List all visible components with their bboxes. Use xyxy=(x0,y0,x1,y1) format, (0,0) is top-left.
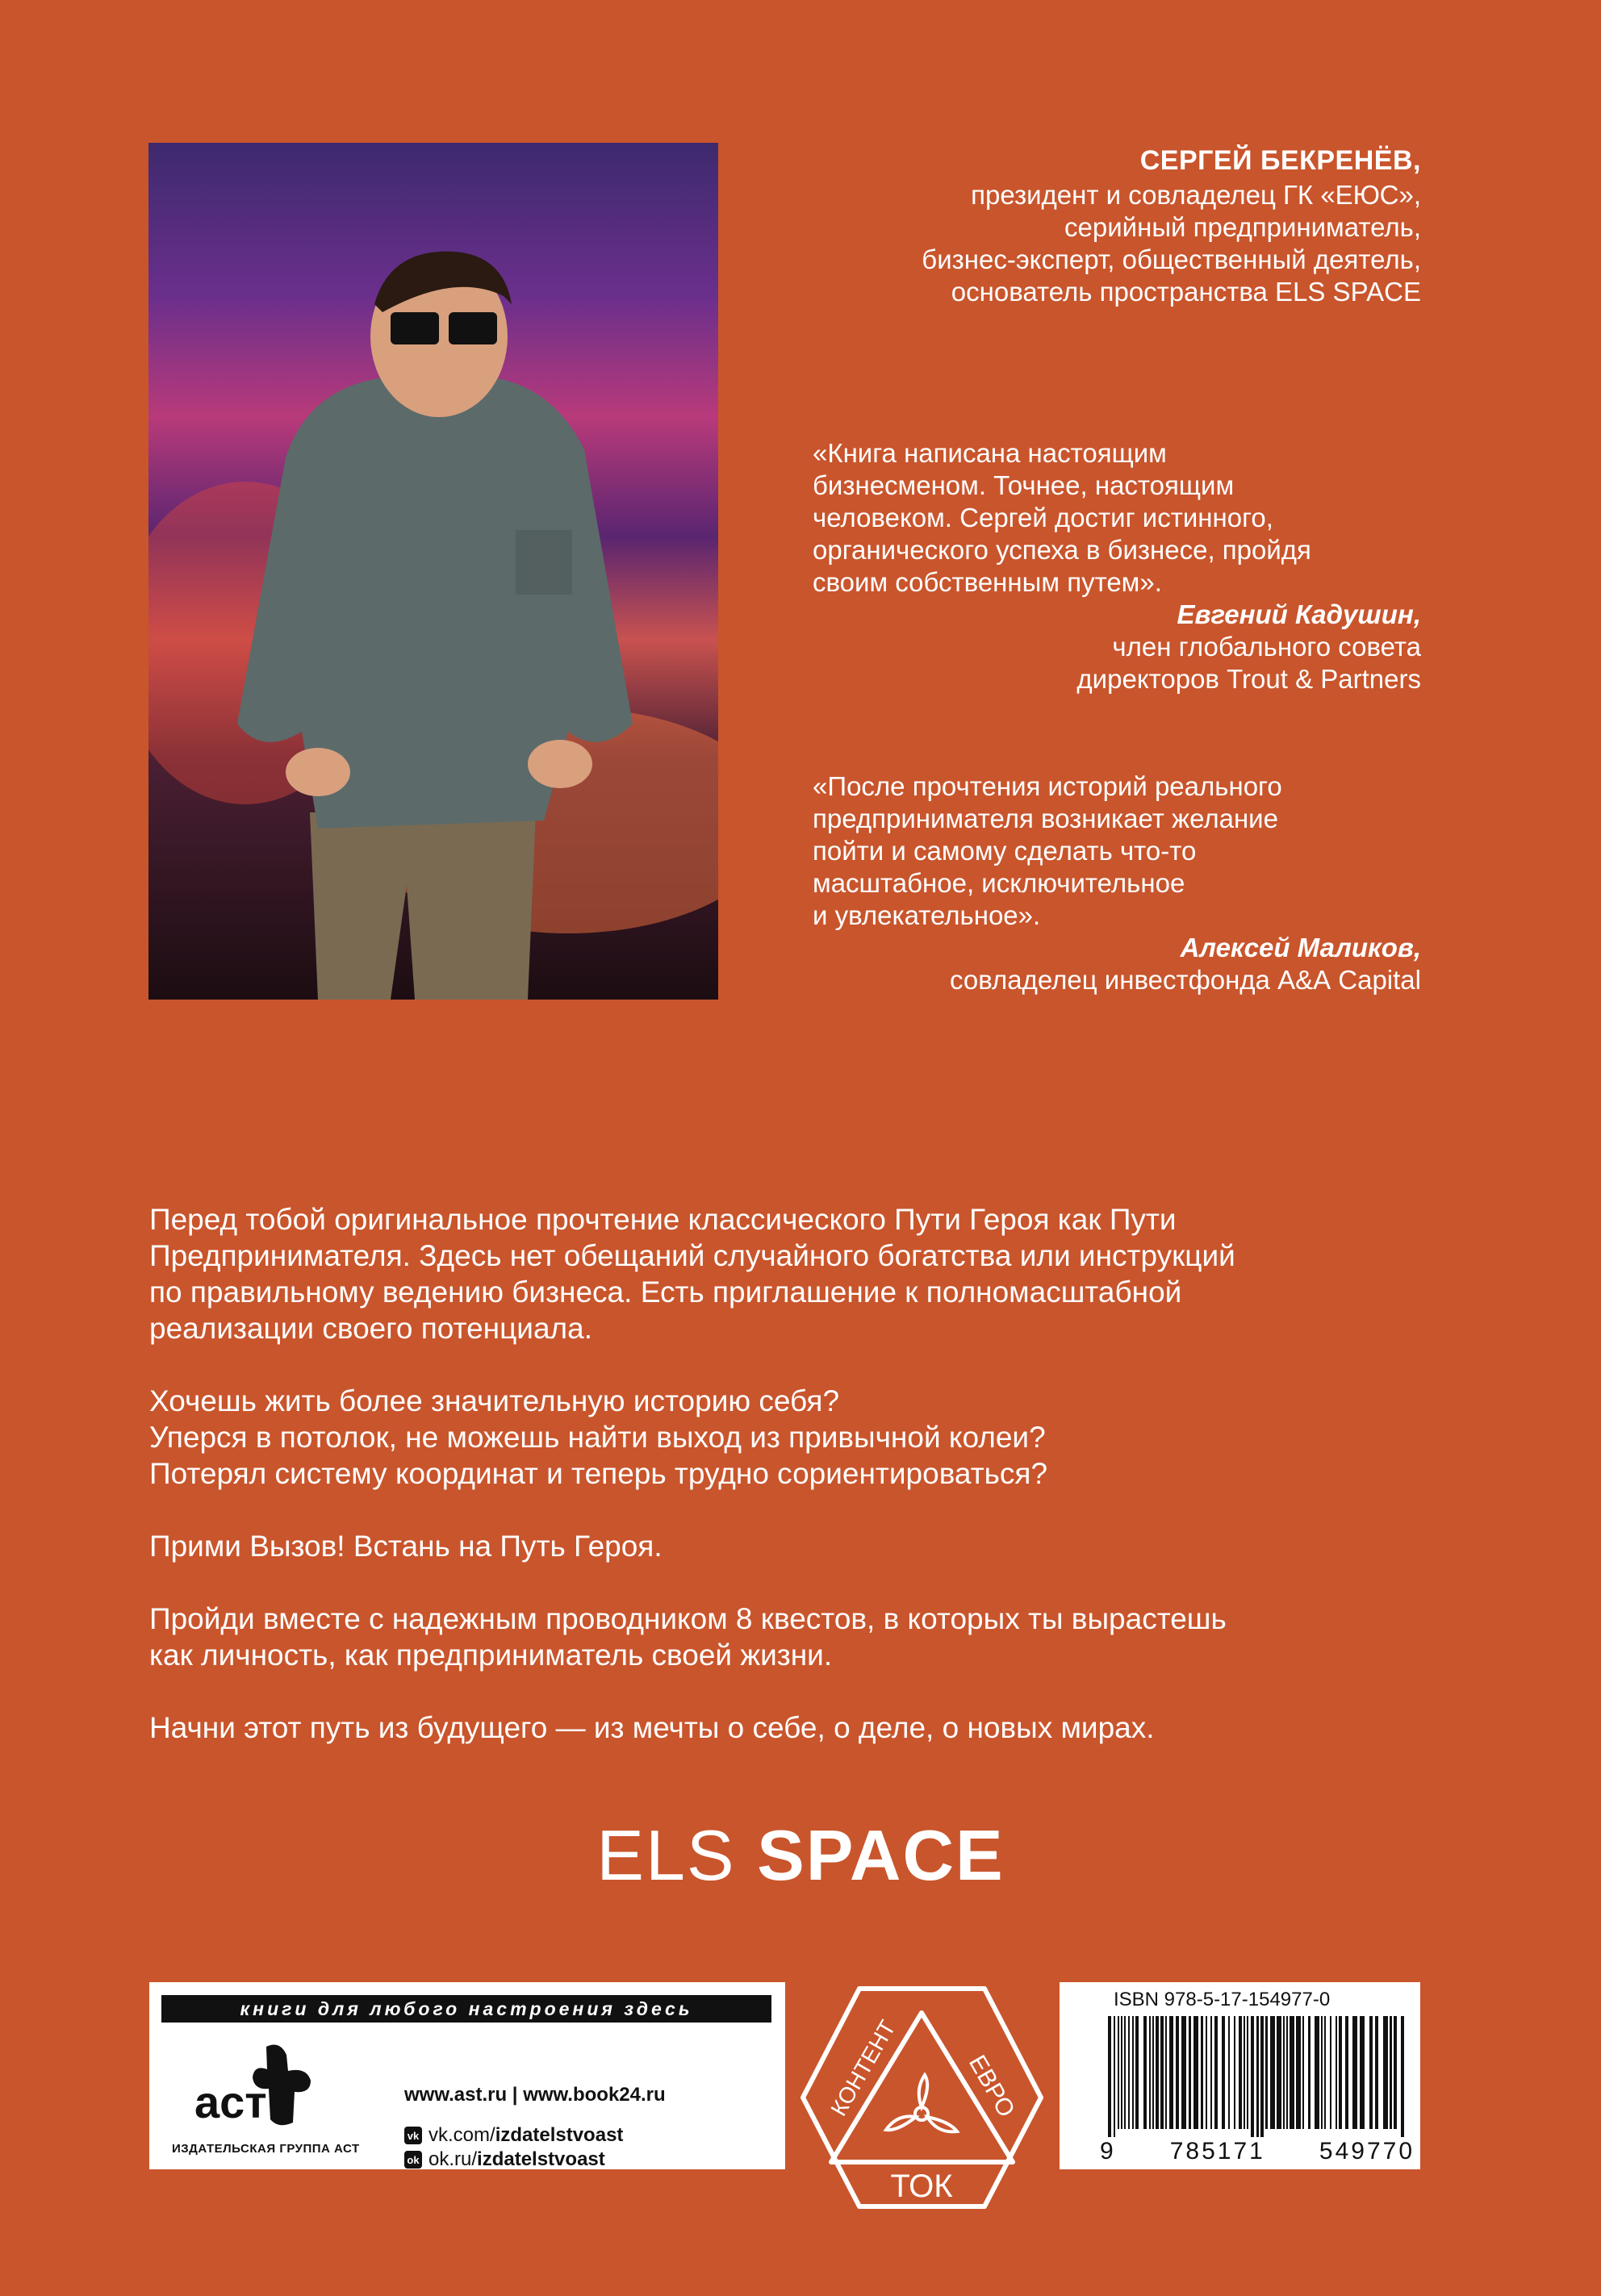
barcode-bar xyxy=(1244,2016,1245,2129)
barcode-bar xyxy=(1189,2016,1191,2129)
barcode-bar xyxy=(1283,2016,1285,2129)
author-name: СЕРГЕЙ БЕКРЕНЁВ, xyxy=(1139,145,1421,176)
emblem-left-text: КОНТЕНТ xyxy=(826,2015,901,2120)
barcode-bar xyxy=(1256,2016,1259,2137)
barcode-bar xyxy=(1401,2016,1404,2137)
author-description-line: президент и совладелец ГК «ЕЮС», xyxy=(971,180,1421,210)
barcode-bar xyxy=(1132,2016,1134,2129)
quote-line: предпринимателя возникает желание xyxy=(813,804,1278,833)
barcode-bar xyxy=(1156,2016,1159,2129)
barcode-bar xyxy=(1124,2016,1126,2129)
barcode-bar xyxy=(1169,2016,1173,2129)
quote-line: «Книга написана настоящим xyxy=(813,438,1167,468)
barcode-bar xyxy=(1302,2016,1304,2129)
isbn-digit-group: 9 xyxy=(1100,2138,1116,2165)
barcode-bar xyxy=(1135,2016,1139,2129)
barcode-bar xyxy=(1160,2016,1164,2129)
barcode-bar xyxy=(1143,2016,1147,2129)
vk-icon: vk xyxy=(404,2127,422,2144)
barcode-bar xyxy=(1321,2016,1323,2129)
quote-line: «После прочтения историй реального xyxy=(813,771,1282,801)
barcode-bar xyxy=(1290,2016,1294,2129)
description-line: Уперся в потолок, не можешь найти выход из привычной колеи? xyxy=(149,1421,1046,1454)
quote-line: пойти и самому сделать что-то xyxy=(813,836,1197,866)
barcode-bar xyxy=(1324,2016,1326,2129)
barcode-bar xyxy=(1165,2016,1167,2129)
author-description-line: бизнес-эксперт, общественный деятель, xyxy=(922,244,1421,274)
barcode-bar xyxy=(1206,2016,1207,2129)
publisher-tagline: книги для любого настроения здесь xyxy=(161,1995,771,2023)
barcode-bar xyxy=(1315,2016,1319,2129)
author-description-line: серийный предприниматель, xyxy=(1064,212,1421,242)
quote-line: бизнесменом. Точнее, настоящим xyxy=(813,470,1235,500)
quote-line: своим собственным путем». xyxy=(813,567,1162,597)
barcode-bar xyxy=(1118,2016,1119,2129)
description-line: Перед тобой оригинальное прочтение классического Пути Героя как Пути xyxy=(149,1203,1177,1236)
barcode-bar xyxy=(1336,2016,1337,2129)
barcode-bar xyxy=(1390,2016,1392,2129)
barcode-bar xyxy=(1251,2016,1254,2137)
barcode-bar xyxy=(1330,2016,1331,2129)
description-line: реализации своего потенциала. xyxy=(149,1312,593,1345)
quote-line: человеком. Сергей достиг истинного, xyxy=(813,503,1273,532)
barcode-bar xyxy=(1352,2016,1357,2129)
quote-author-role: член глобального совета xyxy=(1112,632,1421,662)
barcode-bar xyxy=(1296,2016,1301,2129)
barcode-bar xyxy=(1176,2016,1179,2129)
barcode-bar xyxy=(1345,2016,1348,2129)
barcode-bar xyxy=(1193,2016,1198,2129)
barcode-bar xyxy=(1360,2016,1365,2129)
barcode-bar xyxy=(1228,2016,1230,2129)
description-line: Прими Вызов! Встань на Путь Героя. xyxy=(149,1530,663,1563)
ast-logo-icon xyxy=(190,2039,327,2131)
barcode-bar xyxy=(1201,2016,1203,2129)
barcode-bar xyxy=(1214,2016,1218,2129)
barcode-bar xyxy=(1265,2016,1268,2129)
book-description xyxy=(149,1165,1457,1782)
vk-prefix: vk.com/ xyxy=(428,2124,495,2146)
barcode-bar xyxy=(1383,2016,1388,2129)
eurocontent-emblem xyxy=(795,1981,1049,2215)
testimonial-2 xyxy=(813,770,1421,996)
quote-author: Алексей Маликов, xyxy=(1180,933,1421,962)
barcode-bar xyxy=(1121,2016,1122,2129)
els-space-logo xyxy=(0,1815,1601,1896)
isbn-box xyxy=(1060,1982,1420,2169)
quote-author-role: совладелец инвестфонда А&А Capital xyxy=(949,965,1421,995)
emblem-bottom-text: ТОК xyxy=(890,2169,953,2204)
barcode-bar xyxy=(1339,2016,1342,2129)
description-line: Хочешь жить более значительную историю себя? xyxy=(149,1384,840,1417)
brand-light: ELS xyxy=(596,1815,758,1895)
barcode-bar xyxy=(1128,2016,1130,2129)
barcode-bar xyxy=(1210,2016,1212,2129)
barcode-bar xyxy=(1152,2016,1154,2129)
publisher-name: ИЗДАТЕЛЬСКАЯ ГРУППА АСТ xyxy=(172,2142,360,2156)
barcode-bar xyxy=(1222,2016,1225,2129)
ok-link[interactable] xyxy=(404,2148,605,2171)
ok-prefix: ok.ru/ xyxy=(428,2148,478,2170)
barcode-bar xyxy=(1260,2016,1264,2137)
barcode-bar xyxy=(1149,2016,1151,2129)
quote-line: масштабное, исключительное xyxy=(813,868,1185,898)
description-line: Начни этот путь из будущего — из мечты о себе, о деле, о новых мирах. xyxy=(149,1711,1155,1744)
quote-author: Евгений Кадушин, xyxy=(1177,599,1421,629)
barcode xyxy=(1108,2016,1405,2137)
ok-icon: ok xyxy=(404,2151,422,2169)
author-description xyxy=(922,179,1421,308)
description-line: Пройди вместе с надежным проводником 8 квестов, в которых ты вырастешь xyxy=(149,1602,1227,1635)
brand-bold: SPACE xyxy=(757,1815,1005,1895)
isbn-label: ISBN 978-5-17-154977-0 xyxy=(1114,1989,1331,2010)
isbn-digits xyxy=(1100,2138,1415,2165)
author-description-line: основатель пространства ELS SPACE xyxy=(951,277,1421,307)
description-line: Потерял систему координат и теперь трудно сориентироваться? xyxy=(149,1457,1048,1490)
barcode-bar xyxy=(1234,2016,1235,2129)
isbn-digit-group: 549770 xyxy=(1319,2138,1415,2165)
barcode-bar xyxy=(1108,2016,1111,2137)
barcode-bar xyxy=(1239,2016,1242,2129)
barcode-bar xyxy=(1394,2016,1397,2129)
emblem-top-text: ЕВРО xyxy=(963,2051,1020,2123)
barcode-bar xyxy=(1114,2016,1115,2137)
quote-line: и увлекательное». xyxy=(813,900,1041,930)
author-photo xyxy=(148,143,718,1000)
quote-author-role: директоров Trout & Partners xyxy=(1076,664,1421,694)
barcode-bar xyxy=(1247,2016,1248,2129)
barcode-bar xyxy=(1375,2016,1378,2129)
barcode-bar xyxy=(1369,2016,1373,2129)
publisher-web-links[interactable]: www.ast.ru | www.book24.ru xyxy=(404,2084,666,2106)
barcode-bar xyxy=(1181,2016,1186,2129)
description-line: как личность, как предприниматель своей жизни. xyxy=(149,1639,833,1672)
barcode-bar xyxy=(1286,2016,1288,2129)
description-line: по правильному ведению бизнеса. Есть приглашение к полномасштабной xyxy=(149,1275,1182,1309)
barcode-bar xyxy=(1277,2016,1281,2129)
vk-link[interactable] xyxy=(404,2124,623,2147)
publisher-box xyxy=(149,1982,785,2169)
testimonial-1 xyxy=(813,437,1421,695)
ok-handle: izdatelstvoast xyxy=(477,2148,605,2170)
vk-handle: izdatelstvoast xyxy=(495,2124,624,2146)
ast-logo-text: аст xyxy=(194,2077,267,2127)
description-line: Предпринимателя. Здесь нет обещаний случайного богатства или инструкций xyxy=(149,1239,1235,1272)
barcode-bar xyxy=(1270,2016,1275,2129)
quote-line: органического успеха в бизнесе, пройдя xyxy=(813,535,1311,565)
isbn-digit-group: 785171 xyxy=(1169,2138,1265,2165)
barcode-bar xyxy=(1308,2016,1310,2129)
